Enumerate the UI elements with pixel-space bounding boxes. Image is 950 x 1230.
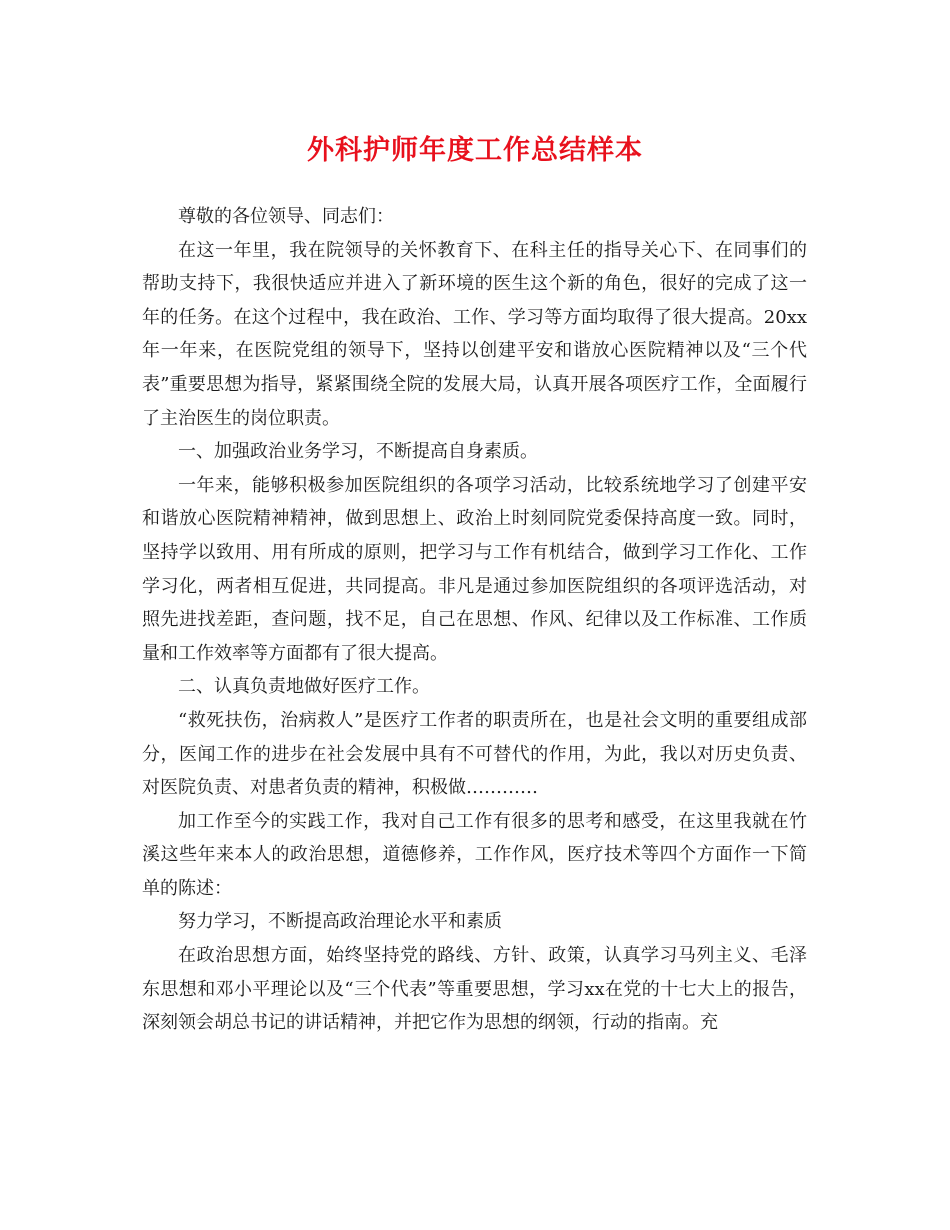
document-body (142, 200, 807, 1040)
paragraph-intro: 在这一年里，我在院领导的关怀教育下、在科主任的指导关心下、在同事们的帮助支持下，我很快适应并进入了新环境的医生这个新的角色，很好的完成了这一年的任务。在这个过程中，我在政治、工作、学习等方面均取得了很大提高。20xx年一年来，在医院党组的领导下，坚持以创建平安和谐放心医院精神以及“三个代表”重要思想为指导，紧紧围绕全院的发展大局，认真开展各项医疗工作，全面履行了主治医生的岗位职责。 (142, 239, 807, 429)
section-heading-1: 一、加强政治业务学习，不断提高自身素质。 (178, 441, 538, 463)
section-heading-3: 努力学习，不断提高政治理论水平和素质 (178, 911, 502, 933)
document-title: 外科护师年度工作总结样本 (307, 135, 643, 166)
paragraph-political: 在政治思想方面，始终坚持党的路线、方针、政策，认真学习马列主义、毛泽东思想和邓小平理论以及“三个代表”等重要思想，学习xx在党的十七大上的报告，深刻领会胡总书记的讲话精神，并把它作为思想的纲领，行动的指南。充 (142, 945, 807, 1034)
paragraph-study: 一年来，能够积极参加医院组织的各项学习活动，比较系统地学习了创建平安和谐放心医院精神精神，做到思想上、政治上时刻同院党委保持高度一致。同时，坚持学以致用、用有所成的原则，把学习与工作有机结合，做到学习工作化、工作学习化，两者相互促进，共同提高。非凡是通过参加医院组织的各项评选活动，对照先进找差距，查问题，找不足，自己在思想、作风、纪律以及工作标准、工作质量和工作效率等方面都有了很大提高。 (142, 474, 807, 664)
paragraph-medical-work: “救死扶伤，治病救人”是医疗工作者的职责所在，也是社会文明的重要组成部分，医闻工作的进步在社会发展中具有不可替代的作用，为此，我以对历史负责、对医院负责、对患者负责的精神，积极做………… (142, 709, 807, 799)
salutation: 尊敬的各位领导、同志们： (178, 206, 394, 227)
paragraph-practice: 加工作至今的实践工作，我对自己工作有很多的思考和感受，在这里我就在竹溪这些年来本人的政治思想，道德修养，工作作风，医疗技术等四个方面作一下简单的陈述： (142, 810, 807, 899)
section-heading-2: 二、认真负责地做好医疗工作。 (178, 676, 430, 698)
